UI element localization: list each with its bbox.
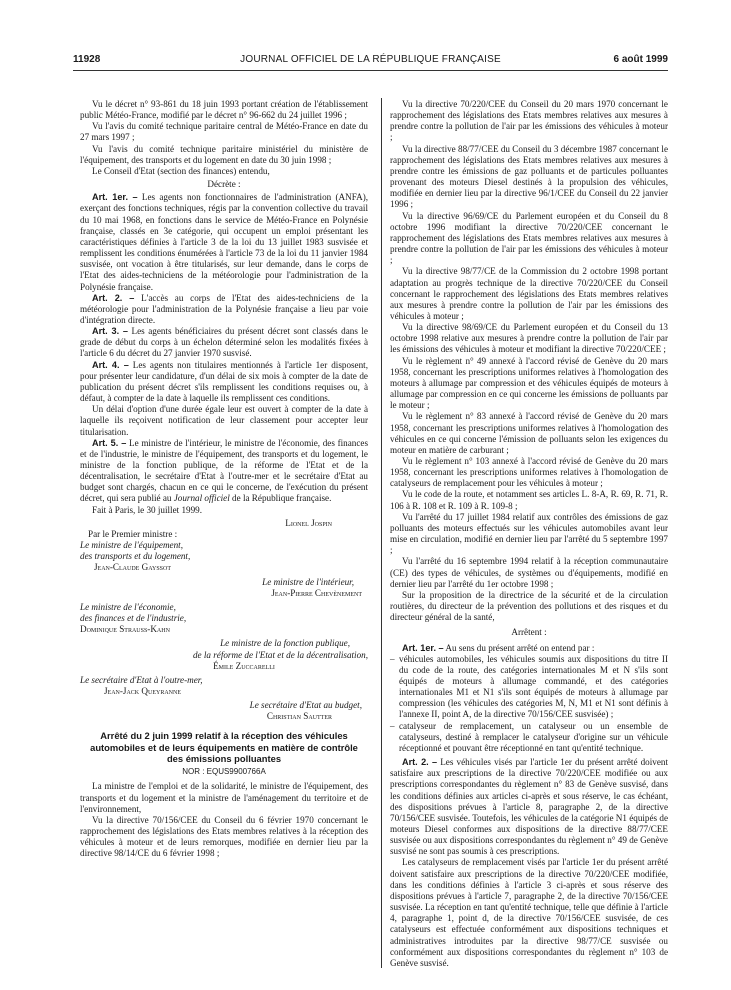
pm-by: Par le Premier ministre : [88, 528, 178, 539]
page-number: 11928 [73, 54, 101, 65]
visa: Vu le règlement n° 49 annexé à l'accord révisé de Genève du 20 mars 1958, concernant les prescriptions uniformes relatives à l'homologation des moteurs à allumage par compression et des véhicules équipés de moteurs à allumage par compression en ce qui concerne les émissions de polluants par le moteur ; [390, 355, 668, 411]
signatory-title: Le ministre de l'équipement, [80, 540, 183, 551]
article-4-paragraph: Un délai d'option d'une durée égale leur est ouvert à compter de la date à laquelle ils reçoivent notification de leur classement pour accepter leur titularisation. [80, 404, 368, 437]
visa: Vu le règlement n° 103 annexé à l'accord révisé de Genève du 20 mars 1958, concernant les prescriptions uniformes relatives à l'homologation de catalyseurs de remplacement pour les véhicules à moteur ; [390, 456, 668, 489]
visa: Le Conseil d'Etat (section des finances) entendu, [92, 165, 270, 176]
journal-title: JOURNAL OFFICIEL DE LA RÉPUBLIQUE FRANÇAISE [240, 54, 501, 65]
arrete-intro: La ministre de l'emploi et de la solidarité, le ministre de l'équipement, des transports et du logement et la ministre de l'aménagement du territoire et de l'environnement, [80, 781, 368, 814]
signatory-title: Le ministre de l'intérieur, [262, 576, 354, 587]
article-label: Art. 1er. – [92, 192, 138, 203]
article-5 [80, 438, 368, 505]
nor-reference: NOR : EQUS9900766A [182, 767, 266, 777]
article-text: Le ministre de l'intérieur, le ministre de l'économie, des finances et de l'industrie, le ministre de l'équipement, des transports et du logement, le ministre de la fonction publique, de la réforme de l'Etat et de la décentralisation, le secrétaire d'Etat à l'outre-mer et le secrétaire d'Etat au budget sont chargés, chacun en ce qui le concerne, de l'exécution du présent décret, qui sera publié au [80, 437, 368, 504]
article-label: Art. 3. – [92, 326, 128, 337]
visa: Vu la directive 98/77/CE de la Commission du 2 octobre 1998 portant adaptation au progrès technique de la directive 70/220/CEE du Conseil concernant le rapprochement des législations des Etats membres relatives aux mesures à prendre contre la pollution de l'air par les émissions des véhicules à moteur ; [390, 266, 668, 321]
visa: Vu l'arrêté du 17 juillet 1984 relatif aux contrôles des émissions de gaz polluants des moteurs effectués sur les véhicules automobiles avant leur mise en circulation, modifié en dernier lieu par l'arrêté du 5 septembre 1997 ; [390, 511, 668, 556]
signatory-title: des finances et de l'industrie, [80, 613, 187, 624]
article-label: Art. 2. – [92, 292, 135, 303]
signatory-name: Jean-Jack Queyranne [104, 685, 182, 696]
visa: Vu l'arrêté du 16 septembre 1994 relatif à la réception communautaire (CE) des types de véhicules, de systèmes ou d'équipements, modifié en dernier lieu par l'arrêté du 1er octobre 1998 ; [390, 556, 668, 589]
decrete-heading: Décrète : [207, 179, 241, 190]
issue-date: 6 août 1999 [613, 54, 668, 65]
signatory-title: des transports et du logement, [80, 551, 191, 562]
fait-a-paris: Fait à Paris, le 30 juillet 1999. [92, 504, 202, 515]
article-4 [80, 360, 368, 405]
signatory-name: Jean-Pierre Chevènement [271, 587, 362, 598]
article-text: Les agents non titulaires mentionnés à l'article 1er disposent, pour présenter leur candidature, d'un délai de six mois à compter de la date de publication du présent décret s'ils remplissent les conditions requises ou, à défaut, à compter de la date à laquelle ils remplissent ces conditions. [80, 359, 368, 404]
signatory-title: Le ministre de la fonction publique, [220, 638, 350, 649]
definitions-list [390, 654, 668, 754]
signatory-name: Jean-Claude Gayssot [94, 562, 171, 573]
article-text: Au sens du présent arrêté on entend par : [445, 642, 595, 653]
visa: Vu la directive 98/69/CE du Parlement européen et du Conseil du 13 octobre 1998 relative aux mesures à prendre contre la pollution de l'air par les émissions des véhicules à moteur et modifiant la directive 70/220/CEE ; [390, 322, 668, 355]
visa: Vu le décret n° 93-861 du 18 juin 1993 portant création de l'établissement public Météo-France, modifié par le décret n° 96-662 du 24 juillet 1996 ; [80, 99, 368, 121]
arretent-heading: Arrêtent : [511, 627, 547, 638]
signatory-title: de la réforme de l'Etat et de la décentralisation, [192, 649, 368, 660]
arrete-intro: Vu la directive 70/156/CEE du Conseil du 6 février 1970 concernant le rapprochement des législations des Etats membres relatives à la réception des véhicules à moteur et de leurs remorques, modifiée en dernier lieu par la directive 98/14/CE du 6 février 1998 ; [80, 814, 368, 859]
left-column [80, 99, 368, 860]
list-item: – véhicules automobiles, les véhicules soumis aux dispositions du titre II du code de la route, des catégories internationales M et N s'ils sont équipés de moteurs à allumage commandé, et des catégories internationales M1 et N1 s'ils sont équipés de moteurs à allumage par compression (les véhicules des catégories M, N, M1 et N1 sont définis à l'annexe II, point A, de la directive 70/156/CEE susvisée) ; [399, 654, 668, 721]
article-label: Art. 4. – [92, 359, 129, 370]
article-text: Les agents bénéficiaires du présent décret sont classés dans le grade de début du corps à un échelon déterminé selon les modalités fixées à l'article 6 du décret du 27 janvier 1970 susvisé. [80, 326, 368, 359]
signatory-name: Christian Sautter [266, 711, 332, 722]
article-text-end: de la République française. [232, 493, 332, 504]
signatory-title: Le secrétaire d'Etat au budget, [249, 700, 362, 711]
arrete-article-2 [390, 757, 668, 857]
article-text: Les véhicules visés par l'article 1er du présent arrêté doivent satisfaire aux prescriptions de la directive 70/220/CEE modifiée ou aux prescriptions correspondantes du règlement n° 83 de Genève susvisé, dans les conditions définies aux articles ci-après et sous réserve, le cas échéant, des dispositions prévues à l'article 8, paragraphe 2, de la directive 70/156/CEE susvisée. Toutefois, les véhicules de la catégorie N1 équipés de moteurs Diesel conformes aux dispositions de la directive 88/77/CEE susvisée ou aux dispositions correspondantes du règlement n° 49 de Genève susvisé ne sont pas soumis à ces prescriptions. [390, 757, 668, 857]
article-2-paragraph: Les catalyseurs de remplacement visés par l'article 1er du présent arrêté doivent satisfaire aux prescriptions de la directive 70/220/CEE modifiée, dans les conditions définies à l'article 3 ci-après et sous réserve des dispositions prévues à l'article 7, paragraphe 2, de la directive 70/156/CEE susvisée. La réception en tant qu'entité technique, telle que définie à l'article 4, paragraphe 1, point d, de la directive 70/156/CEE susvisée, de ces catalyseurs est effectuée conformément aux dispositions techniques et administratives introduites par la directive 98/77/CE susvisée ou conformément aux dispositions correspondantes du règlement n° 103 de Genève susvisé. [390, 857, 668, 968]
article-2 [80, 293, 368, 326]
article-text: L'accès au corps de l'Etat des aides-techniciens de la météorologie pour l'administration de la Polynésie française a lieu par voie d'intégration directe. [80, 292, 368, 325]
article-1 [80, 192, 368, 292]
arrete-title: Arrêté du 2 juin 1999 relatif à la réception des véhicules automobiles et de leurs équipements en matière de contrôle des émissions polluantes [90, 730, 358, 765]
signatory-title: Le secrétaire d'Etat à l'outre-mer, [80, 674, 203, 685]
article-label: Art. 2. – [402, 757, 438, 768]
visa: Vu l'avis du comité technique paritaire ministériel du ministère de l'équipement, des transports et du logement en date du 30 juin 1998 ; [80, 143, 368, 165]
pm-signature: Lionel Jospin [285, 517, 332, 528]
column-divider [381, 98, 382, 968]
page-header [73, 54, 668, 70]
visa: Vu la directive 96/69/CE du Parlement européen et du Conseil du 8 octobre 1996 modifiant la directive 70/220/CEE concernant le rapprochement des législations des Etats membres relatives aux mesures à prendre contre la pollution de l'air par les émissions des véhicules à moteur ; [390, 210, 668, 266]
visa: Vu la directive 70/220/CEE du Conseil du 20 mars 1970 concernant le rapprochement des législations des Etats membres relatives aux mesures à prendre contre la pollution de l'air par les émissions des véhicules à moteur ; [390, 99, 668, 143]
article-3 [80, 326, 368, 359]
signatory-title: Le ministre de l'économie, [80, 601, 176, 612]
signatory-name: Dominique Strauss-Kahn [80, 624, 170, 635]
article-text: Les agents non fonctionnaires de l'administration (ANFA), exerçant des fonctions techniques, régis par la convention collective du travail du 10 mai 1968, en fonctions dans le service de Météo-France en Polynésie française, classés en 3e catégorie, qui occupent un emploi présentant les caractéristiques définies à l'article 3 de la loi du 13 juillet 1983 susvisée et remplissent les conditions énumérées à l'article 73 de la loi du 11 janvier 1984 susvisée, ont vocation à être titularisés, sur leur demande, dans le corps de l'Etat des aides-techniciens de la météorologie pour l'administration de la Polynésie française. [80, 192, 369, 292]
header-rule [73, 70, 668, 71]
visa: Sur la proposition de la directrice de la sécurité et de la circulation routières, du directeur de la prévention des pollutions et des risques et du directeur général de la santé, [390, 589, 668, 623]
right-column [390, 99, 668, 969]
article-label: Art. 5. – [92, 437, 127, 448]
visa: Vu la directive 88/77/CEE du Conseil du 3 décembre 1987 concernant le rapprochement des législations des Etats membres relatives aux mesures à prendre contre les émissions de gaz polluants et de particules polluantes provenant des moteurs Diesel destinés à la propulsion des véhicules, modifiée en dernier lieu par la directive 96/1/CEE du Conseil du 22 janvier 1996 ; [390, 143, 668, 210]
visa: Vu l'avis du comité technique paritaire central de Météo-France en date du 27 mars 1997 ; [80, 121, 368, 143]
list-item: – catalyseur de remplacement, un catalyseur ou un ensemble de catalyseurs, destiné à remplacer le catalyseur d'origine sur un véhicule réceptionné et pouvant être réceptionné en tant qu'entité technique. [399, 721, 668, 754]
article-label: Art. 1er. – [402, 642, 444, 653]
arrete-article-1 [390, 643, 668, 654]
signatory-name: Émile Zuccarelli [213, 660, 275, 671]
visa: Vu le code de la route, et notamment ses articles L. 8-A, R. 69, R. 71, R. 106 à R. 108 et R. 109 à R. 109-8 ; [390, 489, 668, 511]
journal-name: Journal officiel [173, 493, 230, 504]
visa: Vu le règlement n° 83 annexé à l'accord révisé de Genève du 20 mars 1958, concernant les prescriptions uniformes relatives à l'homologation des véhicules en ce qui concerne l'émission de polluants selon les exigences du moteur en matière de carburant ; [390, 411, 668, 455]
